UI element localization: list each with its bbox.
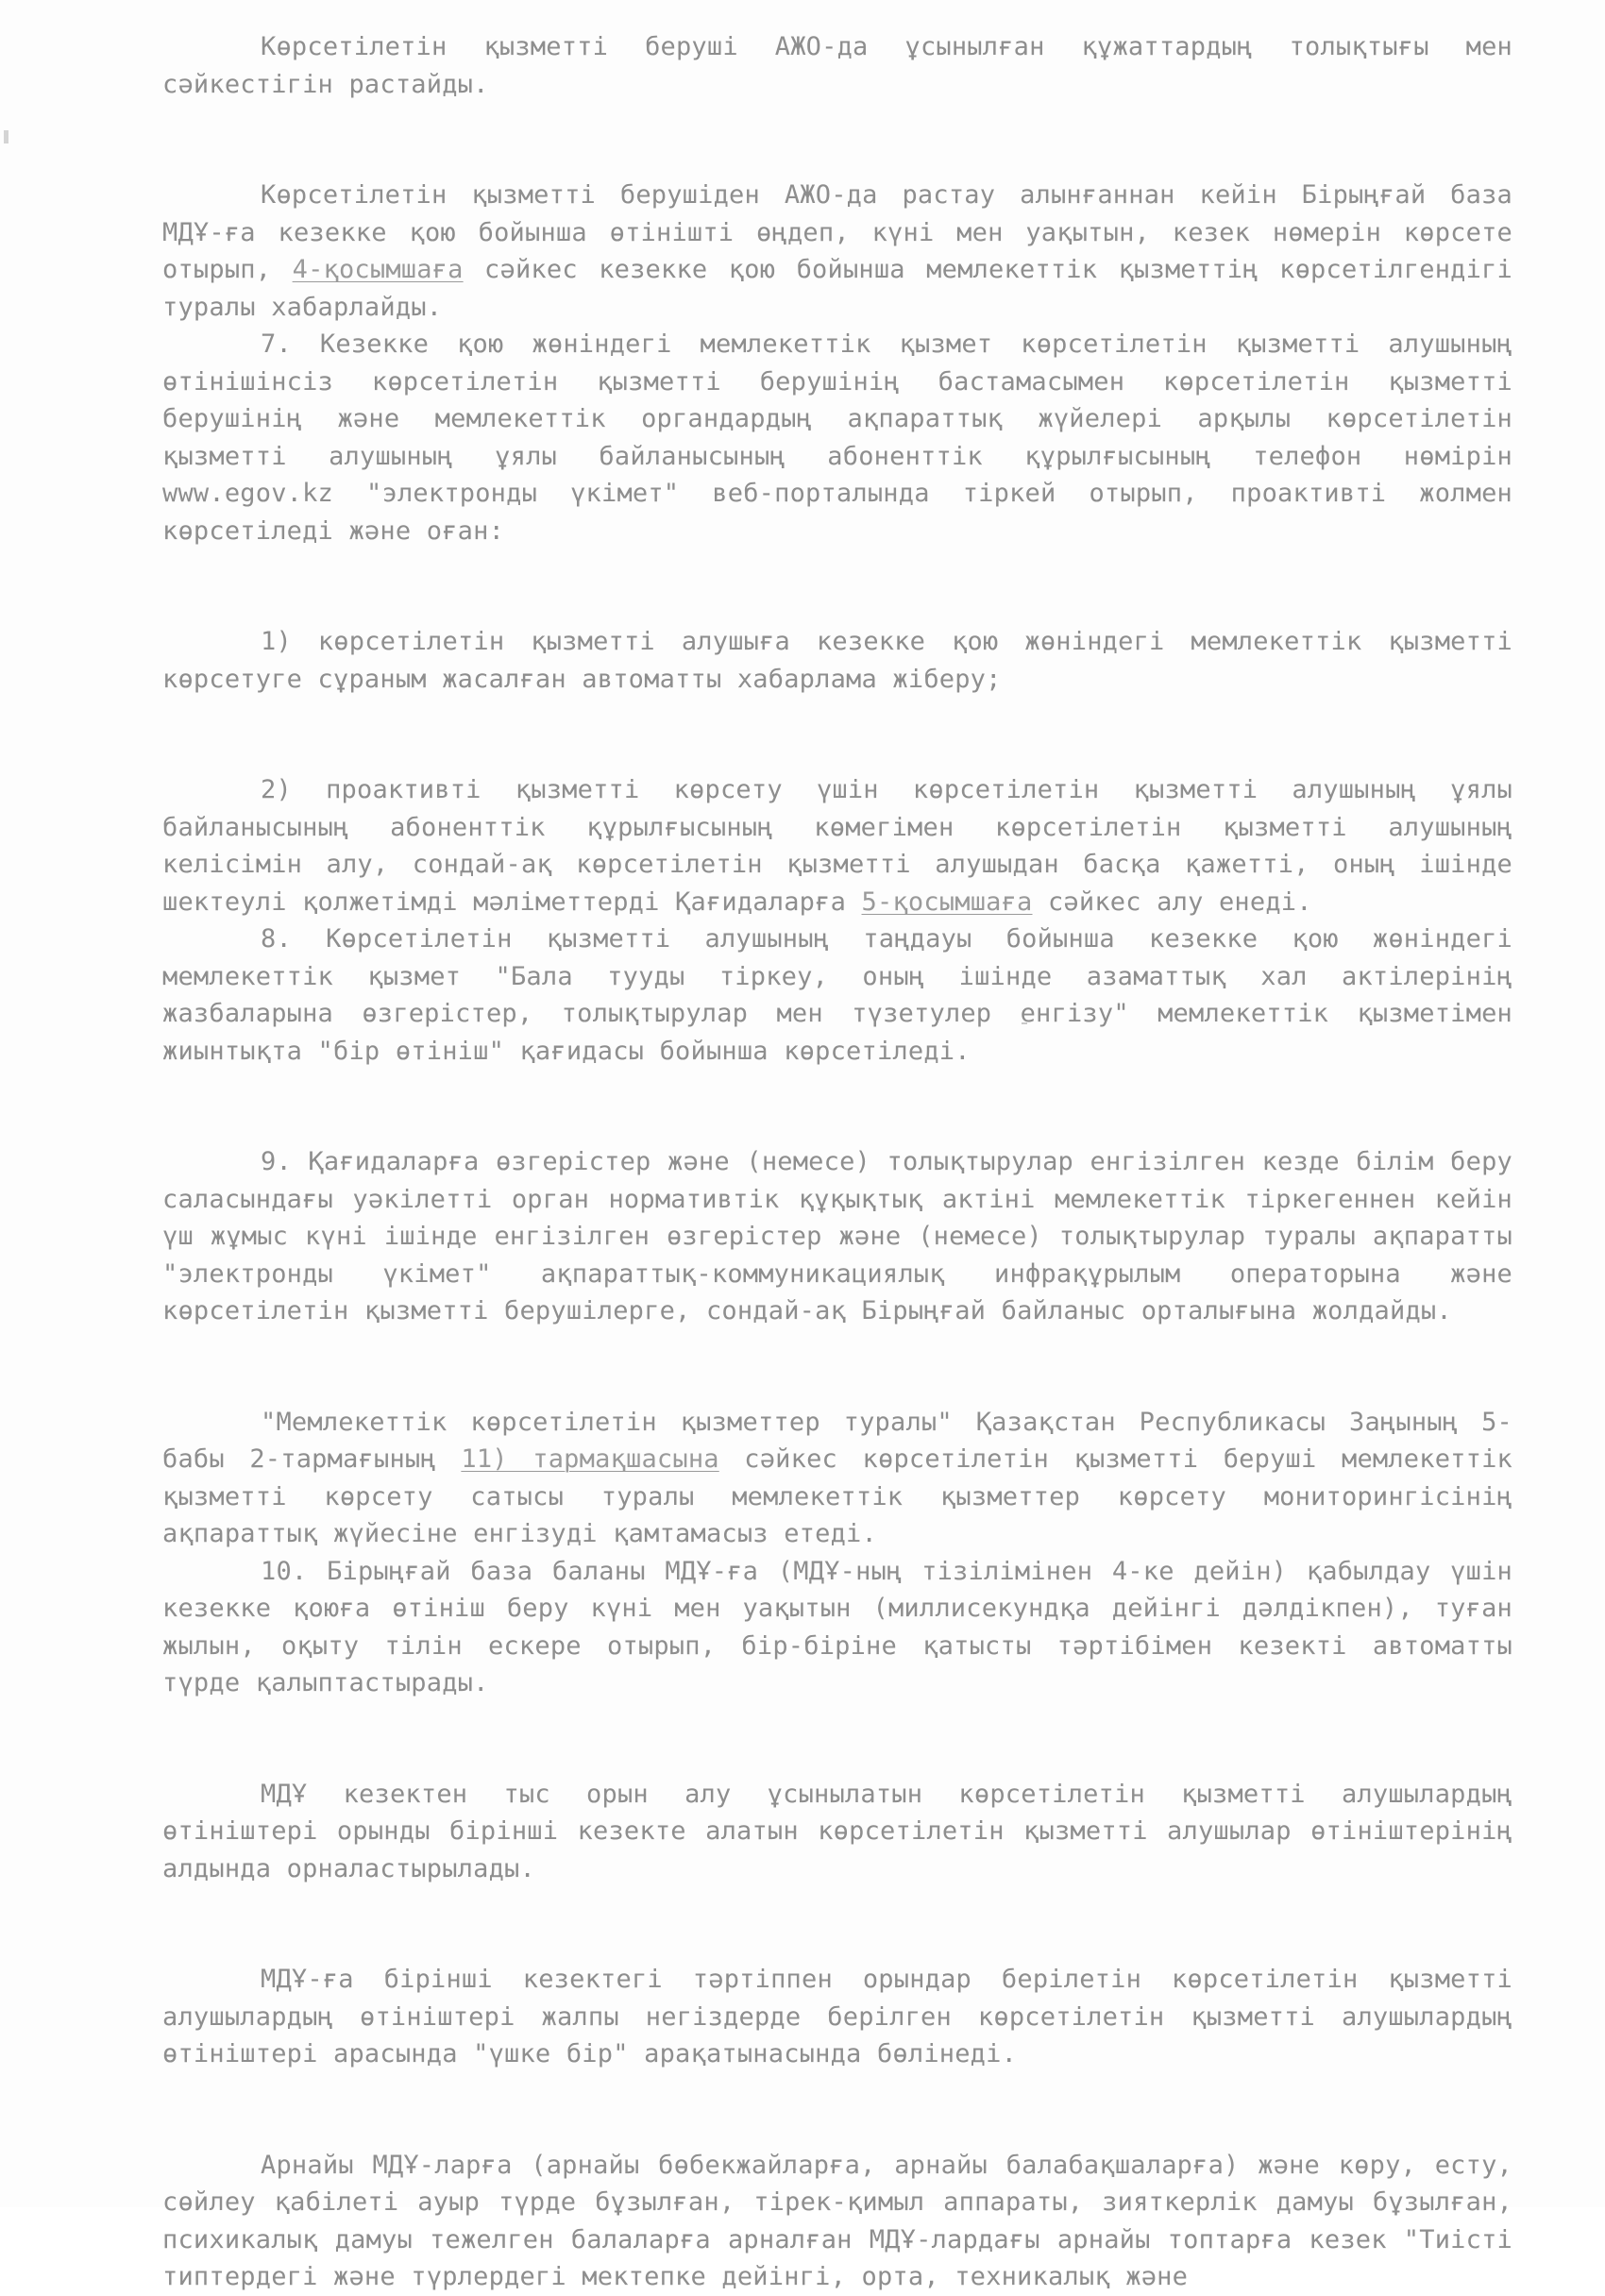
text-line: сәйкес алу енеді. xyxy=(1032,886,1312,917)
text-line: автоматты түрде қалыптастырады. xyxy=(162,1630,1512,1697)
paragraph-ratio xyxy=(162,1961,1512,2073)
text-line: www.egov.kz "электронды үкімет" веб-порталында тіркей отырып, проактивті жолмен xyxy=(162,479,1512,508)
text-line: өтініштері орынды бірінші кезекте алатын көрсетілетін қызметті алушылар xyxy=(162,1816,1292,1846)
subparagraph-11-link[interactable]: 11) тармақшасына xyxy=(461,1444,719,1474)
text-line: сәйкестігін растайды. xyxy=(162,69,489,99)
text-line: үшін кезекке қоюға өтініш беру күні мен уақытын (миллисекундқа дейінгі дәлдікпен), xyxy=(162,1556,1512,1623)
paragraph-item-7 xyxy=(162,326,1512,549)
text-line: бабы 2-тармағының xyxy=(162,1444,462,1474)
text-line: МДҰ кезектен тыс орын алу ұсынылатын көрсетілетін қызметті алушылардың xyxy=(261,1779,1512,1809)
text-line: көрсетіледі және оған: xyxy=(162,515,505,546)
text-line: өтініштері арасында "үшке бір" арақатынасында бөлінеді. xyxy=(162,2039,1018,2068)
text-line: өтініштерінің алдында орналастырылады. xyxy=(162,1816,1512,1883)
text-line: жиынтықта "бір өтініш" қағидасы бойынша көрсетіледі. xyxy=(162,1036,971,1066)
text-line: шектеулі қолжетімді мәліметтерді Қағидаларға xyxy=(162,886,862,917)
text-line: бұзылған, психикалық дамуы тежелген балаларға арналған МДҰ-лардағы арнайы топтарға xyxy=(162,2187,1512,2254)
text-line: 9. Қағидаларға өзгерістер және (немесе) толықтырулар енгізілген кезде білім xyxy=(261,1147,1434,1176)
text-line: қызметті көрсету сатысы туралы мемлекеттік қызметтер көрсету мониторингісінің xyxy=(162,1481,1512,1511)
text-line: 8. Көрсетілетін қызметті алушының таңдауы бойынша кезекке қою жөніндегі xyxy=(261,924,1512,954)
text-line: көрсетуге сұраным жасалған автоматты хабарлама жіберу; xyxy=(162,664,1002,694)
paragraph-law-reference xyxy=(162,1404,1512,1553)
text-line: тіркегеннен кейін үш жұмыс күні ішінде енгізілген өзгерістер және (немесе) xyxy=(162,1184,1512,1251)
text-line: өтінішінсіз көрсетілетін қызметті берушінің бастамасымен көрсетілетін қызметті xyxy=(162,366,1512,397)
text-line: алушылардың өтініштері жалпы негіздерде берілген көрсетілетін қызметті алушылардың xyxy=(162,2001,1512,2032)
paragraph-item-8 xyxy=(162,920,1512,1070)
paragraph-priority xyxy=(162,1776,1512,1888)
text-line: "Мемлекеттік көрсетілетін қызметтер туралы" Қазақстан Республикасы Заңының 5- xyxy=(261,1407,1512,1437)
document-body xyxy=(162,28,1512,2296)
annex-5-link[interactable]: 5-қосымшаға xyxy=(861,886,1033,917)
text-line: байланысының абоненттік құрылғысының көмегімен көрсетілетін қызметті алушының xyxy=(162,812,1512,842)
text-line: жазбаларына өзгерістер, толықтырулар мен түзетулер енгізу" мемлекеттік қызметімен xyxy=(162,999,1512,1028)
annex-4-link[interactable]: 4-қосымшаға xyxy=(292,255,464,284)
text-line: 1) көрсетілетін қызметті алушыға кезекке қою жөніндегі мемлекеттік қызметті xyxy=(261,627,1512,656)
text-line: сәйкес көрсетілетін қызметті беруші мемлекеттік xyxy=(718,1444,1512,1474)
text-line: есту, сөйлеу қабілеті ауыр түрде бұзылған, тірек-қимыл аппараты, зияткерлік дамуы xyxy=(162,2150,1512,2217)
text-line: көрсетілгендігі туралы хабарлайды. xyxy=(162,255,1512,322)
text-line: толықтырулар туралы ақпаратты "электронды үкімет" ақпараттық-коммуникациялық xyxy=(162,1222,1512,1289)
text-line: Көрсетілетін қызметті беруші АЖО-да ұсынылған құжаттардың толықтығы мен xyxy=(261,32,1512,61)
text-line: Арнайы МДҰ-ларға (арнайы бөбекжайларға, арнайы балабақшаларға) және көру, xyxy=(261,2150,1416,2180)
paragraph-item-10 xyxy=(162,1553,1512,1702)
text-line: МДҰ-ға бірінші кезектегі тәртіппен орындар берілетін көрсетілетін қызметті xyxy=(261,1965,1512,1994)
text-line: МДҰ-ға кезекке қою бойынша өтінішті өңдеп, күні мен уақытын, кезек нөмерін көрсете xyxy=(162,217,1512,247)
scan-speck xyxy=(4,130,8,144)
paragraph-notification xyxy=(162,177,1512,326)
text-line: берушінің және мемлекеттік органдардың ақпараттық жүйелері арқылы көрсетілетін xyxy=(162,404,1512,433)
paragraph-item-9 xyxy=(162,1143,1512,1330)
text-line: ақпараттық жүйесіне енгізуді қамтамасыз етеді. xyxy=(162,1519,877,1548)
text-line: Көрсетілетін қызметті берушіден АЖО-да растау алынғаннан кейін Бірыңғай база xyxy=(261,180,1512,210)
paragraph-subitem-1 xyxy=(162,623,1512,698)
text-line: мемлекеттік қызмет "Бала тууды тіркеу, оның ішінде азаматтық хал актілерінің xyxy=(162,961,1512,991)
text-line: туған жылын, оқыту тілін ескере отырып, бір-біріне қатысты тәртібімен кезекті xyxy=(162,1594,1512,1661)
text-line: беру саласындағы уәкілетті орган нормативтік құқықтық актіні мемлекеттік xyxy=(162,1147,1512,1214)
text-line: отырып, xyxy=(162,255,293,284)
text-line: 2) проактивті қызметті көрсету үшін көрсетілетін қызметті алушының ұялы xyxy=(261,775,1512,804)
text-line: 10. Бірыңғай база баланы МДҰ-ға (МДҰ-ның тізілімінен 4-ке дейін) қабылдау xyxy=(261,1556,1431,1586)
text-line: қызметті алушының ұялы байланысының абоненттік құрылғысының телефон нөмірін xyxy=(162,441,1512,471)
text-line: сәйкес кезекке қою бойынша мемлекеттік қызметтің xyxy=(463,255,1259,284)
paragraph-subitem-2 xyxy=(162,771,1512,920)
text-line: 7. Кезекке қою жөніндегі мемлекеттік қызмет көрсетілетін қызметті алушының xyxy=(261,329,1512,359)
text-line: байланыс орталығына жолдайды. xyxy=(1001,1296,1452,1325)
text-line: кезек "Тиісті типтердегі және түрлердегі мектепке дейінгі, орта, техникалық және xyxy=(162,2224,1512,2291)
text-line: инфрақұрылым операторына және көрсетілетін қызметті берушілерге, сондай-ақ Бірыңғай xyxy=(162,1258,1512,1325)
paragraph-special-groups xyxy=(162,2147,1512,2296)
paragraph-confirmation xyxy=(162,28,1512,103)
text-line: келісімін алу, сондай-ақ көрсетілетін қызметті алушыдан басқа қажетті, оның ішінде xyxy=(162,850,1512,879)
